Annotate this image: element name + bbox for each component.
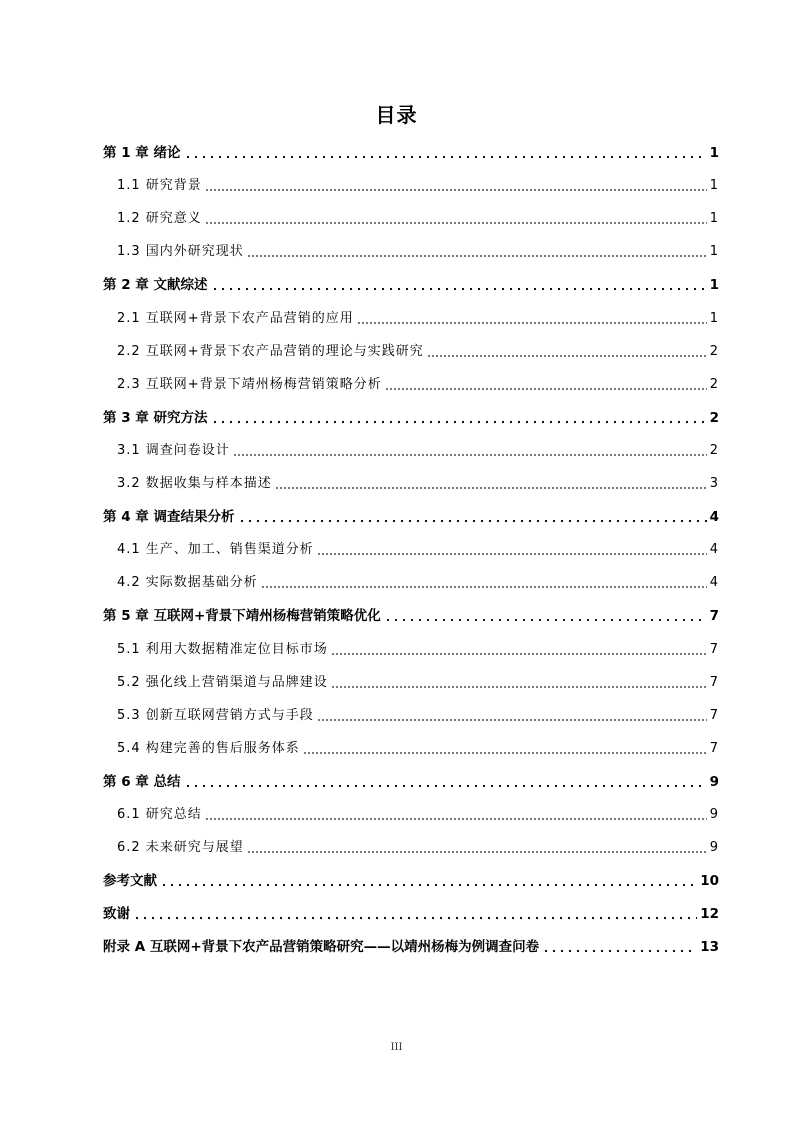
toc-entry-title: 第 5 章 互联网+背景下靖州杨梅营销策略优化 — [103, 608, 381, 625]
toc-entry-title: 1.3 国内外研究现状 — [117, 244, 244, 260]
toc-dot-leader — [133, 917, 697, 919]
toc-entry-title: 2.2 互联网+背景下农产品营销的理论与实践研究 — [117, 343, 424, 359]
toc-section-entry[interactable] — [103, 169, 719, 202]
toc-section-entry[interactable] — [103, 632, 719, 665]
toc-dot-leader — [211, 421, 707, 423]
toc-section-entry[interactable] — [103, 533, 719, 566]
toc-dot-leader — [205, 222, 707, 224]
toc-entry-page-number: 9 — [709, 773, 719, 790]
toc-chapter-entry[interactable] — [103, 268, 719, 301]
toc-dot-leader — [233, 454, 707, 456]
toc-dot-leader — [211, 288, 707, 290]
toc-entry-page-number: 2 — [709, 409, 719, 426]
toc-section-entry[interactable] — [103, 666, 719, 699]
toc-entry-page-number: 1 — [709, 244, 719, 260]
toc-dot-leader — [275, 487, 707, 489]
toc-entry-title: 3.1 调查问卷设计 — [117, 442, 230, 458]
toc-chapter-entry[interactable] — [103, 930, 719, 963]
toc-entry-page-number: 4 — [709, 509, 719, 526]
toc-section-entry[interactable] — [103, 202, 719, 235]
toc-dot-leader — [205, 818, 707, 820]
toc-chapter-entry[interactable] — [103, 864, 719, 897]
toc-entry-page-number: 9 — [709, 806, 719, 822]
toc-entry-page-number: 1 — [709, 178, 719, 194]
toc-chapter-entry[interactable] — [103, 765, 719, 798]
toc-entry-page-number: 4 — [709, 575, 719, 591]
toc-entry-title: 第 3 章 研究方法 — [103, 409, 208, 426]
toc-section-entry[interactable] — [103, 831, 719, 864]
toc-entry-page-number: 9 — [709, 840, 719, 856]
toc-section-entry[interactable] — [103, 467, 719, 500]
toc-entry-title: 5.1 利用大数据精准定位目标市场 — [117, 641, 328, 657]
toc-dot-leader — [205, 189, 707, 191]
table-of-contents — [103, 136, 719, 963]
toc-dot-leader — [184, 156, 707, 158]
toc-entry-page-number: 7 — [709, 740, 719, 756]
toc-chapter-entry[interactable] — [103, 897, 719, 930]
toc-entry-page-number: 7 — [709, 707, 719, 723]
toc-dot-leader — [261, 586, 707, 588]
toc-entry-title: 第 4 章 调查结果分析 — [103, 509, 235, 526]
page-number: III — [390, 1042, 403, 1053]
toc-entry-page-number: 7 — [709, 674, 719, 690]
toc-dot-leader — [385, 388, 707, 390]
toc-chapter-entry[interactable] — [103, 500, 719, 533]
toc-entry-page-number: 2 — [709, 343, 719, 359]
toc-entry-title: 附录 A 互联网+背景下农产品营销策略研究——以靖州杨梅为例调查问卷 — [103, 939, 540, 956]
toc-chapter-entry[interactable] — [103, 401, 719, 434]
toc-section-entry[interactable] — [103, 368, 719, 401]
toc-entry-title: 5.4 构建完善的售后服务体系 — [117, 740, 300, 756]
toc-section-entry[interactable] — [103, 235, 719, 268]
toc-entry-page-number: 2 — [709, 376, 719, 392]
toc-dot-leader — [247, 851, 707, 853]
toc-section-entry[interactable] — [103, 798, 719, 831]
toc-entry-page-number: 13 — [700, 939, 719, 956]
toc-chapter-entry[interactable] — [103, 136, 719, 169]
toc-section-entry[interactable] — [103, 335, 719, 368]
toc-entry-page-number: 1 — [709, 277, 719, 294]
toc-entry-title: 参考文献 — [103, 873, 157, 890]
toc-entry-title: 4.1 生产、加工、销售渠道分析 — [117, 542, 314, 558]
toc-section-entry[interactable] — [103, 699, 719, 732]
toc-entry-page-number: 10 — [700, 873, 719, 890]
toc-dot-leader — [331, 653, 707, 655]
toc-entry-title: 2.1 互联网+背景下农产品营销的应用 — [117, 310, 354, 326]
toc-entry-page-number: 3 — [709, 476, 719, 492]
toc-dot-leader — [317, 719, 707, 721]
toc-entry-title: 1.1 研究背景 — [117, 178, 202, 194]
toc-entry-page-number: 1 — [709, 211, 719, 227]
toc-entry-title: 第 2 章 文献综述 — [103, 277, 208, 294]
toc-chapter-entry[interactable] — [103, 599, 719, 632]
toc-entry-title: 第 1 章 绪论 — [103, 145, 181, 162]
toc-entry-title: 6.1 研究总结 — [117, 806, 202, 822]
toc-dot-leader — [238, 520, 707, 522]
toc-dot-leader — [317, 553, 707, 555]
toc-section-entry[interactable] — [103, 301, 719, 334]
toc-dot-leader — [184, 785, 707, 787]
toc-dot-leader — [357, 322, 707, 324]
toc-entry-page-number: 2 — [709, 442, 719, 458]
toc-entry-title: 4.2 实际数据基础分析 — [117, 575, 258, 591]
toc-entry-page-number: 1 — [709, 310, 719, 326]
toc-section-entry[interactable] — [103, 732, 719, 765]
toc-entry-title: 3.2 数据收集与样本描述 — [117, 476, 272, 492]
toc-entry-page-number: 4 — [709, 542, 719, 558]
toc-dot-leader — [542, 950, 697, 952]
toc-entry-title: 5.3 创新互联网营销方式与手段 — [117, 707, 314, 723]
toc-dot-leader — [303, 752, 707, 754]
toc-dot-leader — [247, 255, 707, 257]
toc-dot-leader — [427, 355, 707, 357]
toc-section-entry[interactable] — [103, 434, 719, 467]
toc-entry-title: 1.2 研究意义 — [117, 211, 202, 227]
toc-entry-page-number: 7 — [709, 608, 719, 625]
toc-entry-page-number: 12 — [700, 906, 719, 923]
toc-entry-page-number: 1 — [709, 145, 719, 162]
toc-dot-leader — [384, 619, 707, 621]
toc-dot-leader — [331, 686, 707, 688]
toc-entry-title: 6.2 未来研究与展望 — [117, 840, 244, 856]
toc-entry-page-number: 7 — [709, 641, 719, 657]
toc-entry-title: 第 6 章 总结 — [103, 773, 181, 790]
toc-entry-title: 2.3 互联网+背景下靖州杨梅营销策略分析 — [117, 376, 382, 392]
toc-entry-title: 5.2 强化线上营销渠道与品牌建设 — [117, 674, 328, 690]
toc-entry-title: 致谢 — [103, 906, 130, 923]
toc-dot-leader — [160, 884, 697, 886]
toc-section-entry[interactable] — [103, 566, 719, 599]
page-title: 目录 — [375, 103, 418, 127]
